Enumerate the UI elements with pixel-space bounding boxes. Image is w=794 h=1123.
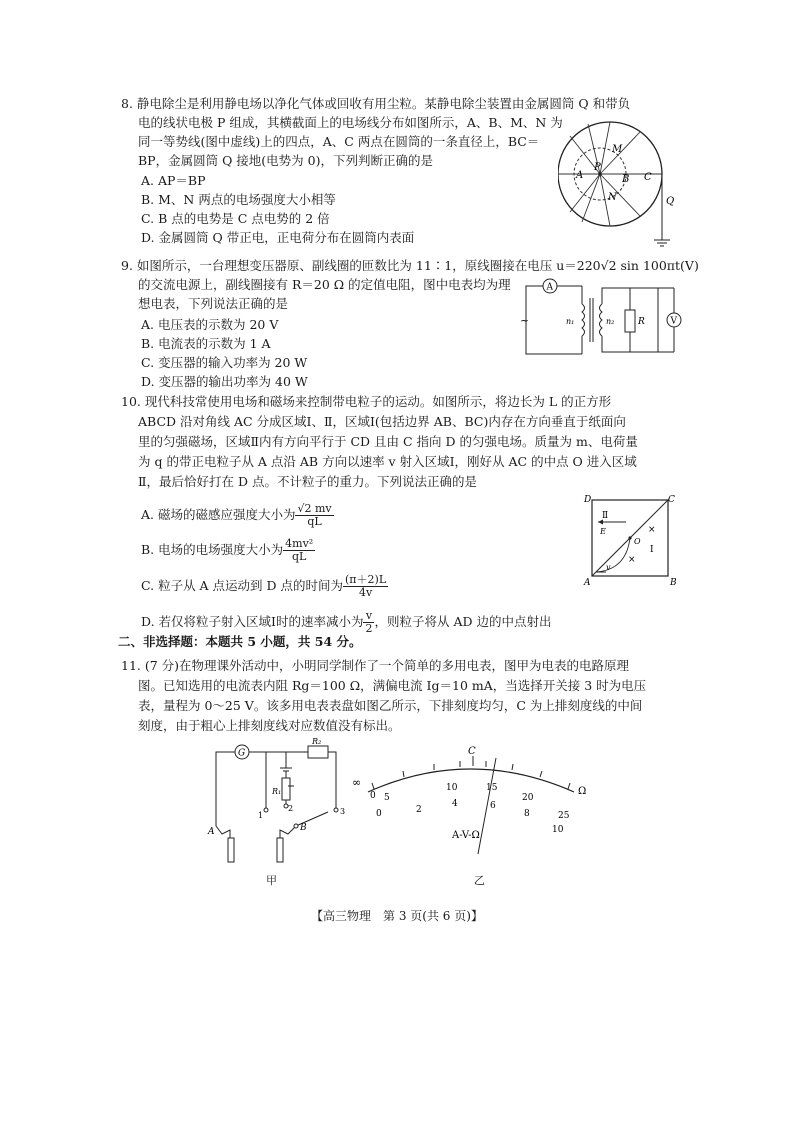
q10-line-3: 里的匀强磁场，区域Ⅱ内有方向平行于 CD 且由 C 指向 D 的匀强电场。质量为 m、电荷量 — [138, 434, 638, 449]
q11-infinity-label: ∞ — [352, 776, 362, 789]
q11-switch-2-label: 2 — [288, 804, 294, 813]
q9-option-c: C. 变压器的输入功率为 20 W — [141, 355, 308, 370]
q8-line-2: 电的线状电极 P 组成，其横截面上的电场线分布如图所示，A、B、M、N 为 — [138, 115, 563, 130]
q11-upper-tick-20: 20 — [522, 793, 534, 803]
q10-option-a-text: A. 磁场的磁感应强度大小为 — [141, 507, 296, 522]
q11-switch-1-label: 1 — [258, 811, 264, 820]
q11-r2-label: R₂ — [312, 738, 322, 746]
q10-option-b — [141, 538, 315, 563]
q11-lower-tick-4: 4 — [452, 799, 458, 809]
q11-ohm-label: Ω — [578, 786, 587, 797]
q10-region-1-label: Ⅰ — [650, 545, 654, 555]
q11-line-1: 11. (7 分)在物理课外活动中，小明同学制作了一个简单的多用电表，图甲为电表的电路原理 — [121, 658, 630, 673]
q11-c-label: C — [468, 746, 476, 757]
q10-option-d-denominator: 2 — [365, 622, 373, 635]
q8-option-d: D. 金属圆筒 Q 带正电，正电荷分布在圆筒内表面 — [141, 230, 415, 245]
q11-meter-dial-figure — [348, 742, 592, 866]
q9-option-d: D. 变压器的输出功率为 40 W — [141, 374, 308, 389]
q11-galvanometer-label: G — [238, 748, 246, 759]
q10-option-c — [141, 574, 388, 599]
q11-terminal-b-label: B — [300, 823, 307, 833]
q10-option-a-fraction — [295, 503, 333, 528]
q10-option-d-text: D. 若仅将粒子射入区域Ⅰ时的速率减小为 — [141, 614, 364, 629]
q10-field-cross-1: × — [648, 525, 656, 535]
q10-option-d-tail: ，则粒子将从 AD 边的中点射出 — [374, 614, 552, 629]
q8-option-b: B. M、N 两点的电场强度大小相等 — [141, 192, 336, 207]
q10-option-a-denominator: qL — [307, 515, 322, 528]
q9-ammeter-label: A — [546, 282, 553, 293]
q11-upper-tick-0: 0 — [370, 791, 376, 801]
q8-electric-field-figure — [558, 112, 676, 250]
q10-field-cross-2: × — [628, 555, 636, 565]
q9-source-label: ~ — [520, 314, 530, 327]
q11-upper-tick-25: 25 — [558, 811, 570, 821]
q11-upper-tick-10: 10 — [446, 783, 458, 793]
q8-label-a: A — [576, 170, 584, 181]
q10-line-2: ABCD 沿对角线 AC 分成区域Ⅰ、Ⅱ，区域Ⅰ(包括边界 AB、BC)内存在方向垂直于纸面向 — [138, 414, 626, 429]
q10-line-4: 为 q 的带正电粒子从 A 点沿 AB 方向以速率 v 射入区域Ⅰ，刚好从 AC 的中点 O 进入区域 — [138, 454, 637, 469]
q9-n2-label: n₂ — [606, 317, 615, 326]
q10-option-c-denominator: 4v — [358, 586, 373, 599]
q9-line-3: 想电表，下列说法正确的是 — [138, 296, 289, 311]
q10-option-d-fraction — [363, 610, 374, 635]
q10-line-5: Ⅱ，最后恰好打在 D 点。不计粒子的重力。下列说法正确的是 — [138, 474, 477, 489]
q10-line-1: 10. 现代科技常使用电场和磁场来控制带电粒子的运动。如图所示，将边长为 L 的正方形 — [121, 394, 612, 409]
q8-label-c: C — [644, 172, 652, 183]
q11-figure-jia-caption: 甲 — [266, 874, 277, 887]
q11-line-4: 刻度，由于粗心上排刻度线对应数值没有标出。 — [138, 718, 401, 733]
q8-label-q: Q — [666, 196, 675, 207]
q8-line-3: 同一等势线(图中虚线)上的四点，A、C 两点在圆筒的一条直径上，BC＝ — [138, 134, 540, 149]
q11-circuit-figure — [200, 738, 350, 870]
q8-label-p: P — [594, 162, 601, 173]
q10-label-c: C — [668, 495, 675, 505]
q10-option-d — [141, 610, 551, 635]
q8-option-a: A. AP＝BP — [141, 173, 206, 188]
q11-lower-tick-6: 6 — [490, 801, 496, 811]
q10-option-b-fraction — [283, 538, 315, 563]
q9-line-1: 9. 如图所示，一台理想变压器原、副线圈的匝数比为 11∶1，原线圈接在电压 u＝220√2 sin 100πt(V) — [121, 258, 699, 273]
q10-label-a: A — [584, 578, 591, 586]
q11-lower-tick-8: 8 — [524, 809, 530, 819]
q11-lower-tick-10: 10 — [552, 825, 564, 835]
q11-line-3: 表，量程为 0～25 V。该多用电表表盘如图乙所示，下排刻度均匀，C 为上排刻度线的中间 — [138, 698, 643, 713]
q10-option-b-denominator: qL — [291, 550, 307, 563]
q10-option-c-text: C. 粒子从 A 点运动到 D 点的时间为 — [141, 578, 344, 593]
q9-line-2: 的交流电源上，副线圈接有 R＝20 Ω 的定值电阻，图中电表均为理 — [138, 277, 511, 292]
q10-square-field-figure — [582, 492, 678, 586]
q10-region-2-label: Ⅱ — [602, 511, 609, 521]
q11-lower-tick-2: 2 — [416, 805, 422, 815]
q10-option-c-numerator: (π＋2)L — [345, 573, 387, 586]
q9-transformer-figure — [518, 276, 684, 360]
q9-resistor-label: R — [638, 317, 645, 327]
q11-switch-3-label: 3 — [340, 807, 346, 816]
q11-terminal-a-label: A — [208, 827, 215, 837]
q11-upper-tick-15: 15 — [486, 783, 498, 793]
q10-option-d-numerator: v — [363, 610, 374, 623]
q8-option-c: C. B 点的电势是 C 点电势的 2 倍 — [141, 211, 330, 226]
q10-label-v: v — [606, 563, 611, 572]
q10-label-e: E — [600, 527, 606, 536]
q11-meter-mode-label: A-V-Ω — [452, 830, 480, 841]
q11-figure-yi-caption: 乙 — [474, 874, 485, 887]
q9-voltmeter-label: V — [670, 316, 677, 327]
q11-r1-label: R₁ — [272, 787, 282, 796]
section-heading: 二、非选择题：本题共 5 小题，共 54 分。 — [118, 634, 362, 649]
page-footer: 【高三物理 第 3 页(共 6 页)】 — [311, 909, 483, 923]
q8-line-4: BP，金属圆筒 Q 接地(电势为 0)，下列判断正确的是 — [138, 153, 433, 168]
q10-option-c-fraction — [343, 574, 388, 599]
q8-label-n: N — [608, 192, 617, 203]
q11-upper-tick-5: 5 — [384, 793, 390, 803]
q11-lower-tick-0: 0 — [376, 809, 382, 819]
q9-n1-label: n₁ — [566, 317, 575, 326]
q8-label-m: M — [612, 144, 623, 155]
q10-option-a-numerator: √2 mv — [297, 502, 332, 515]
q9-option-b: B. 电流表的示数为 1 A — [141, 336, 271, 351]
q10-label-o: O — [634, 537, 641, 546]
q8-label-b: B — [622, 174, 630, 185]
q8-line-1: 8. 静电除尘是利用静电场以净化气体或回收有用尘粒。某静电除尘装置由金属圆筒 Q 和带负 — [121, 96, 631, 111]
q10-label-b: B — [670, 578, 677, 586]
q10-option-b-numerator: 4mv² — [285, 537, 314, 550]
q9-option-a: A. 电压表的示数为 20 V — [141, 317, 279, 332]
q10-option-b-text: B. 电场的电场强度大小为 — [141, 542, 284, 557]
q10-option-a — [141, 503, 334, 528]
q10-label-d: D — [584, 495, 592, 505]
q11-line-2: 图。已知选用的电流表内阻 Rg＝100 Ω，满偏电流 Ig＝10 mA，当选择开关接 3 时为电压 — [138, 678, 647, 693]
